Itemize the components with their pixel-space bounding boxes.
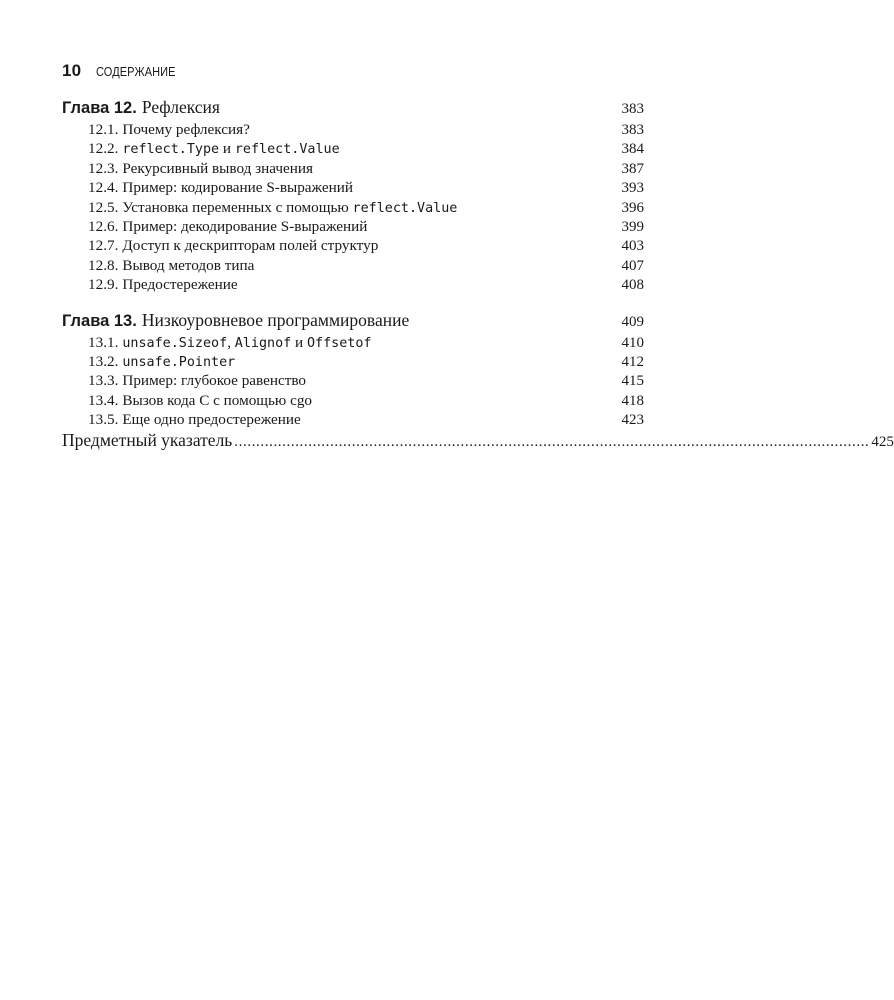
section-page-number: 384: [621, 141, 644, 158]
section-page-number: 407: [621, 257, 644, 274]
index-title: Предметный указатель: [62, 430, 233, 451]
section-number: 12.9.: [88, 276, 119, 294]
section-page-number: 399: [621, 218, 644, 235]
section-number: 12.3.: [88, 159, 119, 177]
section-text: [88, 256, 254, 275]
section-entry[interactable]: [62, 159, 644, 178]
code-fragment: unsafe.Pointer: [122, 354, 236, 370]
code-fragment: reflect.Value: [352, 200, 458, 216]
index-page-number: 425: [871, 434, 894, 451]
section-entry[interactable]: [62, 410, 644, 429]
section-text: [88, 120, 250, 139]
section-number: 12.7.: [88, 237, 119, 255]
section-number: 13.5.: [88, 411, 119, 429]
chapter-title: Низкоуровневое программирование: [141, 309, 410, 330]
chapter-entry-1[interactable]: [62, 96, 644, 118]
chapter-page-number: 409: [621, 313, 644, 330]
section-entry[interactable]: [62, 333, 644, 352]
section-text: [88, 371, 306, 390]
section-entry[interactable]: [62, 198, 644, 217]
section-number: 12.8.: [88, 256, 119, 274]
text-fragment: Доступ к дескрипторам полей структур: [122, 237, 379, 255]
section-title: [122, 140, 339, 157]
chapter-entry-2[interactable]: [62, 309, 644, 331]
section-number: 12.1.: [88, 121, 119, 138]
chapter-page-number: 383: [621, 101, 644, 117]
section-page-number: 403: [621, 238, 644, 255]
section-text: [88, 139, 340, 159]
section-page-number: 418: [621, 392, 644, 409]
text-fragment: Пример: кодирование S-выражений: [122, 179, 353, 197]
text-fragment: Вывод методов типа: [122, 256, 255, 274]
running-title: СОДЕРЖАНИЕ: [96, 65, 176, 79]
text-fragment: Предостережение: [122, 276, 238, 294]
section-title: [122, 411, 300, 428]
code-fragment: Alignof: [234, 335, 292, 351]
section-page-number: 396: [621, 199, 644, 216]
section-number: 12.5.: [88, 198, 119, 216]
section-number: 13.3.: [88, 372, 119, 390]
section-text: [88, 236, 378, 255]
chapter-spacer: [62, 295, 644, 309]
chapter-title: Рефлексия: [141, 97, 220, 117]
section-entry[interactable]: [62, 391, 644, 410]
chapter-label: Глава 12.: [62, 99, 137, 117]
section-page-number: 410: [621, 334, 644, 351]
chapter-label: Глава 13.: [62, 311, 137, 330]
text-fragment: и: [219, 140, 235, 158]
table-of-contents: [62, 96, 894, 451]
section-title: [122, 160, 313, 177]
section-number: 13.4.: [88, 391, 119, 409]
section-text: [88, 159, 313, 178]
section-number: 12.4.: [88, 179, 119, 197]
section-title: [122, 392, 312, 409]
section-title: [122, 334, 371, 351]
section-number: 13.2.: [88, 352, 119, 370]
code-fragment: reflect.Type: [122, 142, 220, 158]
section-list: [62, 120, 644, 295]
section-entry[interactable]: [62, 178, 644, 197]
section-list: [62, 333, 644, 430]
section-entry[interactable]: [62, 275, 644, 294]
section-entry[interactable]: [62, 352, 644, 371]
section-title: [122, 276, 237, 293]
section-page-number: 383: [621, 122, 644, 138]
section-number: 12.2.: [88, 140, 119, 158]
section-text: [88, 198, 457, 218]
section-title: [122, 121, 249, 138]
chapter-heading: [62, 96, 220, 119]
section-entry[interactable]: [62, 139, 644, 158]
section-page-number: 412: [621, 353, 644, 370]
section-title: [122, 218, 367, 235]
section-title: [122, 199, 457, 216]
section-title: [122, 372, 306, 389]
section-entry[interactable]: [62, 371, 644, 390]
section-text: [88, 275, 238, 294]
dot-leader: ..................................................................................................................................................: [234, 434, 870, 451]
section-text: [88, 217, 367, 236]
text-fragment: Пример: глубокое равенство: [122, 372, 307, 390]
section-number: 13.1.: [88, 333, 119, 351]
section-title: [122, 237, 378, 254]
section-page-number: 408: [621, 277, 644, 294]
section-entry[interactable]: [62, 256, 644, 275]
code-fragment: Offsetof: [306, 335, 372, 351]
section-text: [88, 352, 235, 372]
code-fragment: reflect.Value: [234, 142, 340, 158]
section-entry[interactable]: [62, 120, 644, 139]
section-text: [88, 178, 353, 197]
chapter-heading: [62, 309, 409, 332]
section-entry[interactable]: [62, 217, 644, 236]
text-fragment: Установка переменных с помощью: [122, 198, 353, 216]
section-title: [122, 257, 254, 274]
code-fragment: unsafe.Sizeof: [122, 335, 228, 351]
running-head: [62, 61, 187, 81]
text-fragment: Еще одно предостережение: [122, 411, 301, 429]
page-number: 10: [62, 61, 82, 80]
section-title: [122, 353, 235, 370]
section-title: [122, 179, 353, 196]
section-entry[interactable]: [62, 236, 644, 255]
section-text: [88, 333, 371, 353]
section-page-number: 387: [621, 160, 644, 177]
text-fragment: Почему рефлексия?: [122, 121, 250, 138]
index-entry[interactable]: [62, 429, 894, 451]
section-number: 12.6.: [88, 217, 119, 235]
section-text: [88, 391, 312, 410]
text-fragment: ,: [227, 333, 235, 351]
section-text: [88, 410, 301, 429]
text-fragment: и: [291, 333, 307, 351]
text-fragment: Вызов кода С с помощью cgo: [122, 391, 313, 409]
text-fragment: Рекурсивный вывод значения: [122, 159, 314, 177]
section-page-number: 415: [621, 373, 644, 390]
section-page-number: 423: [621, 412, 644, 429]
text-fragment: Пример: декодирование S-выражений: [122, 217, 368, 235]
section-page-number: 393: [621, 180, 644, 197]
